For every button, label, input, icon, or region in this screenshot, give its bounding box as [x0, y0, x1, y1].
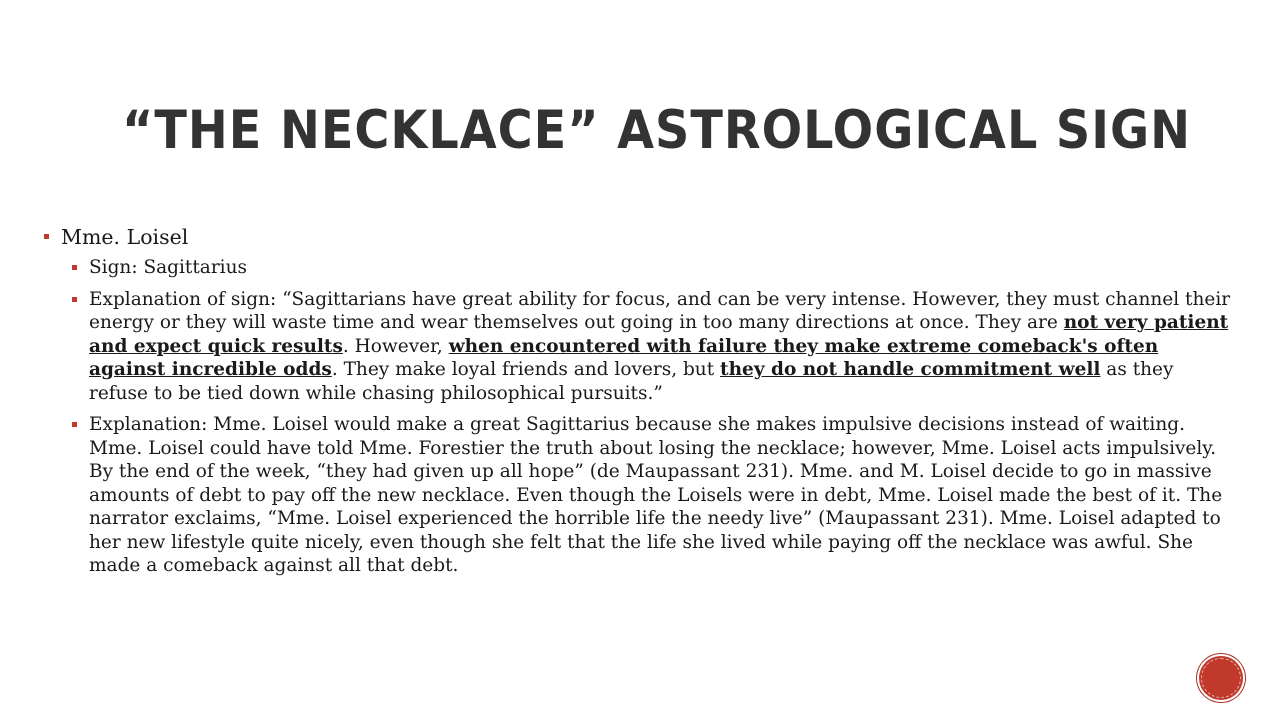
character-name: Mme. Loisel	[61, 225, 189, 249]
square-bullet-icon	[44, 234, 49, 239]
square-bullet-icon	[72, 265, 77, 270]
explanation-text: Explanation: Mme. Loisel would make a great Sagittarius because she makes impulsive decisions instead of waiting. Mme. Loisel could have told Mme. Forestier the truth about losing the necklace; however, Mme. Loisel acts impulsively. By the end of the week, “they had given up all hope” (de Maupassant 231). Mme. and M. Loisel decide to go in massive amounts of debt to pay off the new necklace. Even though the Loisels were in debt, Mme. Loisel made the best of it. The narrator exclaims, “Mme. Loisel experienced the horrible life the needy live” (Maupassant 231). Mme. Loisel adapted to her new lifestyle quite nicely, even though she felt that the life she lived while paying off the necklace was awful. She made a comeback against all that debt.	[89, 414, 1223, 576]
slide-title: “THE NECKLACE” ASTROLOGICAL SIGN	[122, 100, 1192, 161]
bullet-sign	[44, 256, 1234, 280]
decorative-circle-badge-icon	[1197, 654, 1245, 702]
underlined-trait-comeback: when encountered with failure they make extreme comeback's often against incredible odds	[89, 335, 1159, 380]
square-bullet-icon	[72, 297, 77, 302]
sign-text: Sign: Sagittarius	[89, 257, 247, 278]
square-bullet-icon	[72, 422, 77, 427]
bullet-sign-explanation	[44, 288, 1234, 406]
bullet-character	[44, 222, 1244, 252]
sign-explanation-text-4: as they refuse to be tied down while chasing philosophical pursuits.”	[89, 359, 1174, 404]
bullet-explanation	[44, 413, 1234, 578]
sign-explanation-text-2: . However,	[342, 335, 449, 357]
underlined-trait-patience: not very patient and expect quick results	[89, 312, 1229, 357]
slide-content	[44, 222, 1244, 586]
sign-explanation-text-1: Explanation of sign: “Sagittarians have great ability for focus, and can be very intense. However, they must channel their energy or they will waste time and wear themselves out going in too many directions at once. They are	[89, 288, 1231, 333]
badge-ring	[1201, 658, 1241, 698]
sign-explanation-text-3: . They make loyal friends and lovers, but	[331, 359, 721, 380]
underlined-trait-commitment: they do not handle commitment well	[720, 359, 1101, 380]
